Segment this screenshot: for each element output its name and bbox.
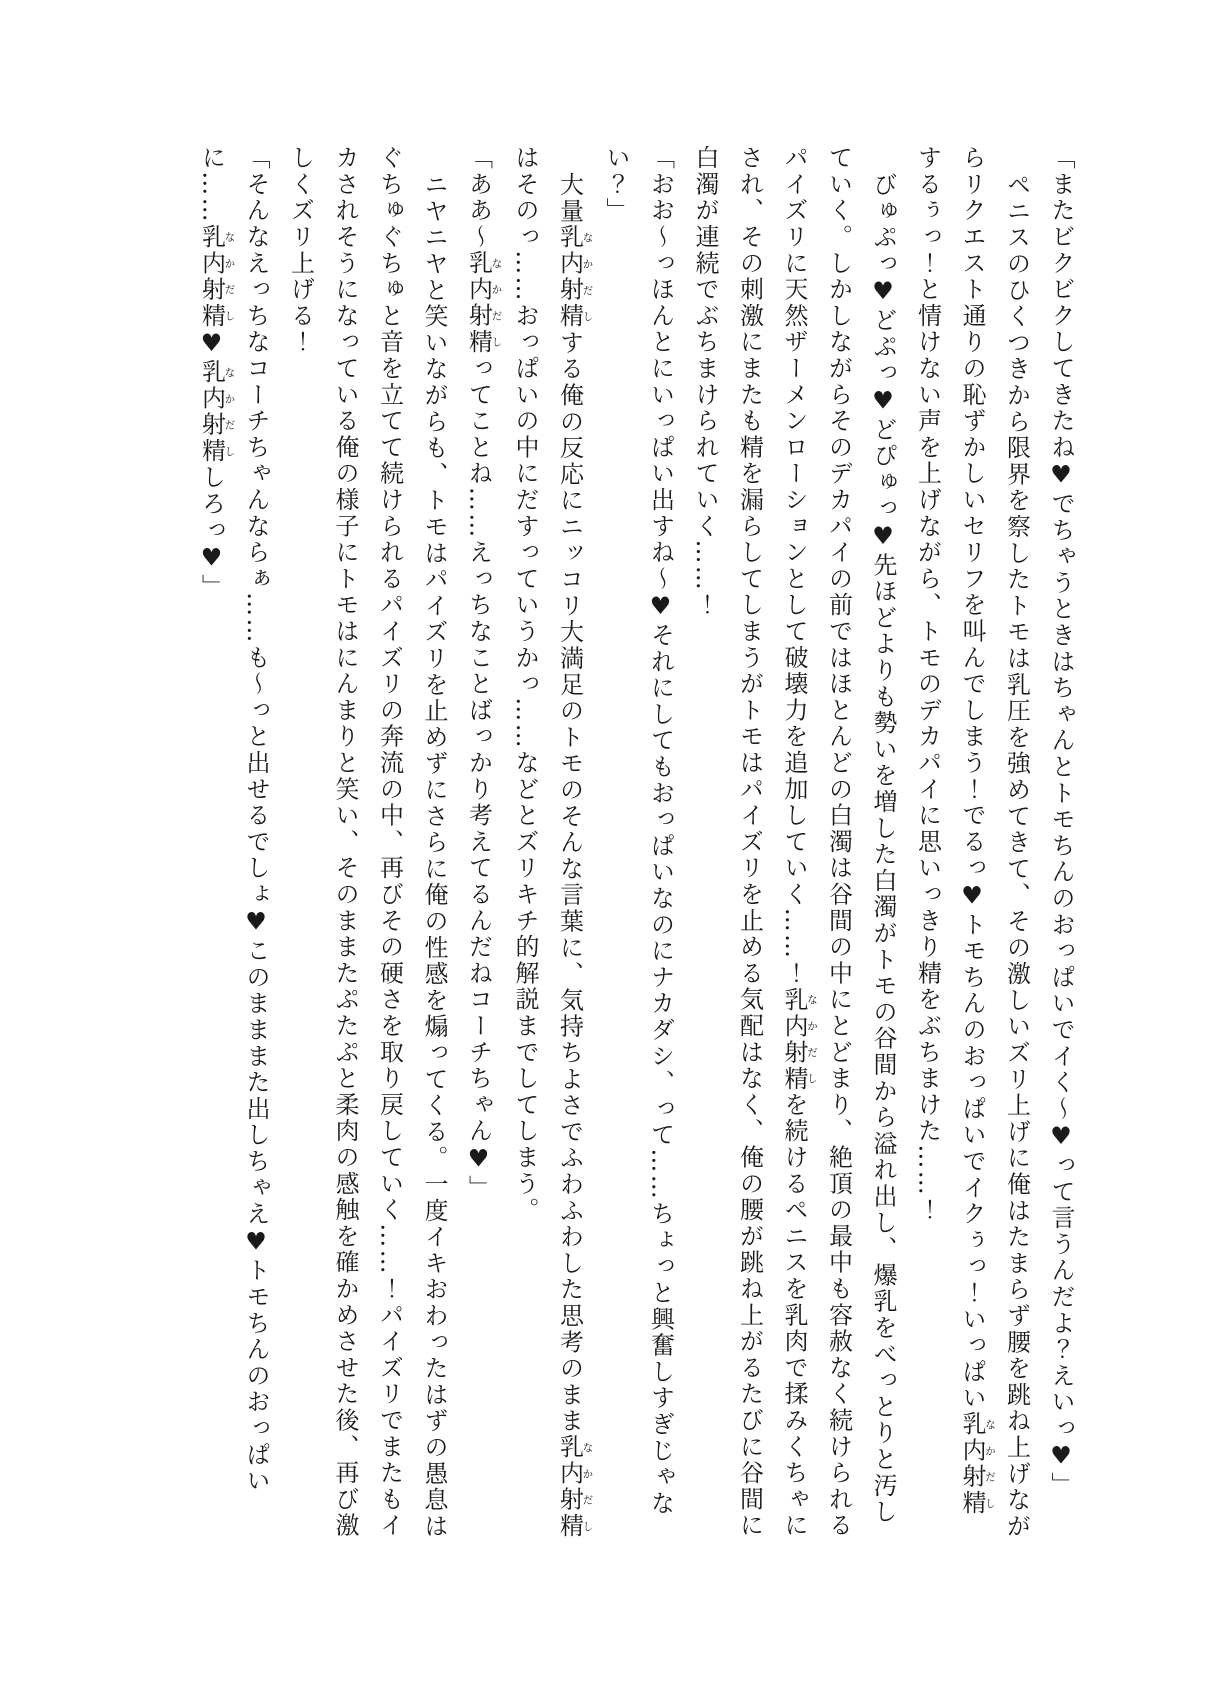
paragraph-6-dialogue: 「ああ～乳内射精なかだしってことね……えっちなことばっかり考えてるんだねコーチちゃん♥」: [464, 145, 503, 1202]
paragraph-1-dialogue: 「またビクビクしてきたね♥でちゃうときはちゃんとトモちんのおっぱいでイく～♥って言うんだよ？えいっ♥」: [1047, 145, 1075, 1499]
furigana-term: 乳内射精なかだし: [464, 250, 503, 356]
furigana-term: 乳内射精なかだし: [197, 223, 236, 330]
paragraph-2-narrative: ペニスのひくつきから限界を察したトモは乳圧を強めてきて、その激しいズリ上げに俺はたまらず腰を跳ね上げながらリクエスト通りの恥ずかしいセリフを叫んでしまう！でるっ♥トモちんのおっぱいでイクぅっ！いっぱい乳内射精なかだしするぅっ！と情けない声を上げながら、トモのデカパイに思いっきり精をぶちまけた……！: [913, 145, 1031, 1540]
vertical-text-block: [189, 145, 1083, 1540]
paragraph-4-dialogue: 「おお～っほんとにいっぱい出すね～♥それにしてもおっぱいなのにナカダシ、って……ちょっと興奮しすぎじゃない？」: [602, 145, 675, 1517]
paragraph-8-dialogue: 「そんなえっちなコーチちゃんならぁ……も～っと出せるでしょ♥このまままた出しちゃえ♥トモちんのおっぱいに……乳内射精なかだし♥乳内射精なかだししろっ♥」: [197, 145, 270, 1495]
furigana-reading: なかだし: [223, 359, 236, 465]
furigana-term: 乳内射精なかだし: [197, 359, 236, 465]
paragraph-3-narrative: びゅぷっ♥どぷっ♥どぴゅっ♥先ほどよりも勢いを増した白濁がトモの谷間から溢れ出し、爆乳をべっとりと汚していく。しかしながらそのデカパイの前ではほとんどの白濁は谷間の中にとどまり、絶頂の最中も容赦なく続けられるパイズリに天然ザーメンローションとして破壊力を追加していく……！乳内射精なかだしを続けるペニスを乳肉で揉みくちゃにされ、その刺激にまたも精を漏らしてしまうがトモはパイズリを止める気配はなく、俺の腰が跳ね上がるたびに谷間に白濁が連続でぶちまけられていく……！: [691, 145, 897, 1539]
furigana-term: 乳内射精なかだし: [780, 986, 818, 1092]
furigana-term: 乳内射精なかだし: [555, 1433, 594, 1540]
furigana-reading: なかだし: [581, 1433, 594, 1540]
paragraph-7-narrative: ニヤニヤと笑いながらも、トモはパイズリを止めずにさらに俺の性感を煽ってくる。一度イキおわったはずの愚息はぐちゅぐちゅと音を立てて続けられるパイズリの奔流の中、再びその硬さを取り戻していく……！パイズリでまたもイカされそうになっている俺の様子にトモはにんまりと笑い、そのままたぷたぷと柔肉の感触を確かめさせた後、再び激しくズリ上げる！: [286, 145, 448, 1540]
furigana-term: 乳内射精なかだし: [555, 224, 594, 330]
furigana-reading: なかだし: [984, 1411, 996, 1517]
furigana-reading: なかだし: [581, 224, 594, 330]
furigana-reading: なかだし: [806, 986, 818, 1092]
paragraph-5-narrative: 大量乳内射精なかだしする俺の反応にニッコリ大満足のトモのそんな言葉に、気持ちよさでふわふわした思考のまま乳内射精なかだしはそのっ……おっぱいの中にだすっていうかっ……などとズリキチ的解説までしてしまう。: [511, 145, 594, 1540]
furigana-term: 乳内射精なかだし: [958, 1411, 996, 1517]
furigana-reading: なかだし: [223, 223, 236, 330]
furigana-reading: なかだし: [490, 250, 503, 356]
